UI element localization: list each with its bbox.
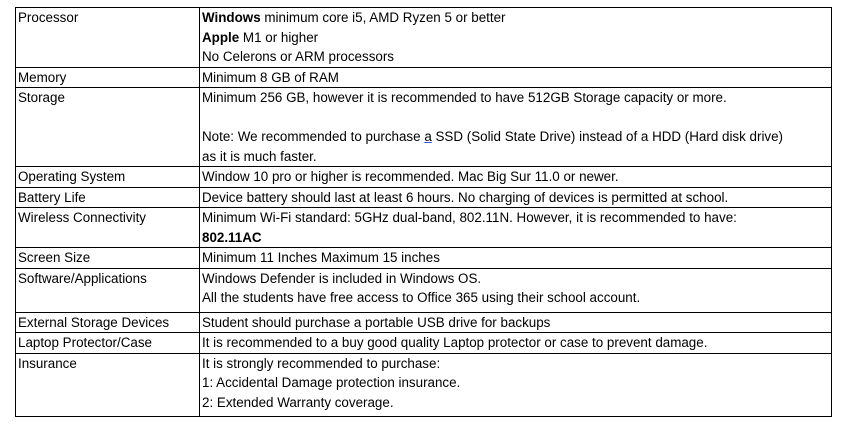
bold-text: 802.11AC bbox=[202, 229, 262, 245]
text-line: Minimum Wi-Fi standard: 5GHz dual-band, 802.11N. However, it is recommended to have: bbox=[202, 210, 737, 225]
bold-text: Windows bbox=[202, 10, 261, 25]
bold-text: Apple bbox=[202, 29, 240, 45]
row-value: Student should purchase a portable USB drive for backups bbox=[200, 312, 832, 333]
text-line: as it is much faster. bbox=[202, 148, 317, 164]
text-line: It is strongly recommended to purchase: bbox=[202, 355, 441, 371]
text-fragment: M1 or higher bbox=[239, 29, 319, 45]
grammar-underline: a bbox=[424, 129, 432, 144]
text-line: Windows Defender is included in Windows OS. bbox=[202, 270, 482, 286]
text-line: 2: Extended Warranty coverage. bbox=[202, 394, 394, 410]
text-fragment: minimum core i5, AMD Ryzen 5 or better bbox=[260, 10, 506, 25]
text-line bbox=[202, 8, 829, 28]
table-row bbox=[16, 67, 832, 88]
row-value: Window 10 pro or higher is recommended. Mac Big Sur 11.0 or newer. bbox=[200, 167, 832, 188]
text-line: Minimum 256 GB, however it is recommended to have 512GB Storage capacity or more. bbox=[202, 90, 727, 105]
row-label: Operating System bbox=[16, 167, 200, 188]
blank-line bbox=[202, 108, 829, 128]
text-line: No Celerons or ARM processors bbox=[202, 49, 394, 64]
table-row bbox=[16, 167, 832, 188]
table-row bbox=[16, 248, 832, 269]
text-line: 1: Accidental Damage protection insurance. bbox=[202, 375, 461, 390]
text-line bbox=[202, 28, 829, 48]
row-value: Device battery should last at least 6 hours. No charging of devices is permitted at school. bbox=[200, 187, 832, 208]
text-line: All the students have free access to Office 365 using their school account. bbox=[202, 290, 641, 305]
row-value bbox=[200, 208, 832, 248]
row-label: Wireless Connectivity bbox=[16, 208, 200, 248]
table-row bbox=[16, 187, 832, 208]
table-row bbox=[16, 8, 832, 68]
row-label: Memory bbox=[16, 67, 200, 88]
row-value bbox=[200, 353, 832, 417]
row-label: Screen Size bbox=[16, 248, 200, 269]
row-label: Laptop Protector/Case bbox=[16, 333, 200, 354]
row-label: Storage bbox=[16, 88, 200, 167]
table-row bbox=[16, 208, 832, 248]
row-label: Processor bbox=[16, 8, 200, 68]
table-row bbox=[16, 333, 832, 354]
table-row bbox=[16, 268, 832, 312]
table-row bbox=[16, 353, 832, 417]
row-value: It is recommended to a buy good quality Laptop protector or case to prevent damage. bbox=[200, 333, 832, 354]
row-label: Battery Life bbox=[16, 187, 200, 208]
row-label: External Storage Devices bbox=[16, 312, 200, 333]
row-value bbox=[200, 88, 832, 167]
row-value: Minimum 8 GB of RAM bbox=[200, 67, 832, 88]
text-fragment: Note: We recommended to purchase bbox=[202, 129, 425, 144]
table-row bbox=[16, 88, 832, 167]
table-row bbox=[16, 312, 832, 333]
requirements-table bbox=[15, 7, 832, 417]
row-value bbox=[200, 268, 832, 312]
row-value bbox=[200, 8, 832, 68]
text-fragment: SSD (Solid State Drive) instead of a HDD (Hard disk drive) bbox=[431, 129, 784, 144]
row-label: Insurance bbox=[16, 353, 200, 417]
row-label: Software/Applications bbox=[16, 268, 200, 312]
row-value: Minimum 11 Inches Maximum 15 inches bbox=[200, 248, 832, 269]
text-line bbox=[202, 127, 829, 147]
